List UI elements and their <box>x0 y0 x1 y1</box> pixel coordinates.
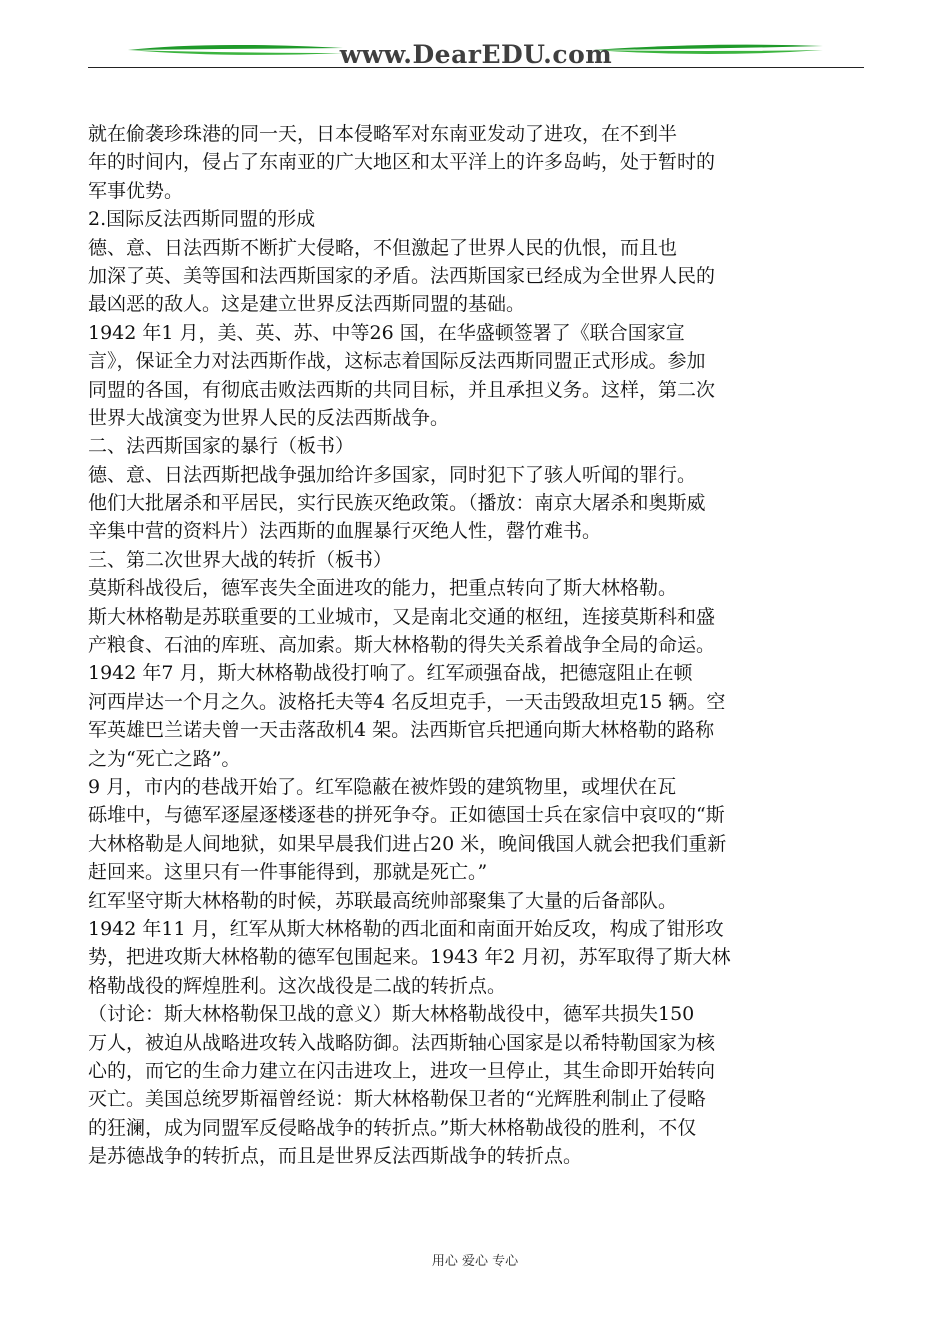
text-line: 9 月，市内的巷战开始了。红军隐蔽在被炸毁的建筑物里，或埋伏在瓦 <box>88 775 677 798</box>
document-body <box>88 120 848 1170</box>
text-line: 莫斯科战役后，德军丧失全面进攻的能力，把重点转向了斯大林格勒。 <box>88 577 678 600</box>
text-line: 就在偷袭珍珠港的同一天，日本侵略军对东南亚发动了进攻，在不到半 <box>88 123 678 145</box>
text-line: 加深了英、美等国和法西斯国家的矛盾。法西斯国家已经成为全世界人民的 <box>88 264 716 287</box>
text-line: 年的时间内，侵占了东南亚的广大地区和太平洋上的许多岛屿，处于暂时的 <box>88 151 716 174</box>
text-line: 他们大批屠杀和平居民，实行民族灭绝政策。（播放：南京大屠杀和奥斯威 <box>88 492 706 515</box>
site-logo-text: www.DearEDU.com <box>339 40 613 69</box>
text-line: 1942 年7 月，斯大林格勒战役打响了。红军顽强奋战，把德寇阻止在顿 <box>88 662 693 685</box>
text-line: 是苏德战争的转折点，而且是世界反法西斯战争的转折点。 <box>88 1145 583 1168</box>
text-line: 最凶恶的敌人。这是建立世界反法西斯同盟的基础。 <box>88 293 526 316</box>
text-line: 大林格勒是人间地狱，如果早晨我们进占20 米，晚间俄国人就会把我们重新 <box>88 832 727 855</box>
text-line: 产粮食、石油的库班、高加索。斯大林格勒的得失关系着战争全局的命运。 <box>88 634 716 657</box>
header-divider <box>88 67 864 68</box>
text-line: 2.国际反法西斯同盟的形成 <box>88 208 316 231</box>
text-line: 赶回来。这里只有一件事能得到，那就是死亡。” <box>88 861 488 884</box>
text-line: 同盟的各国，有彻底击败法西斯的共同目标，并且承担义务。这样，第二次 <box>88 378 716 401</box>
text-line: 斯大林格勒是苏联重要的工业城市，又是南北交通的枢纽，连接莫斯科和盛 <box>88 605 716 628</box>
page-footer: 用心 爱心 专心 <box>431 1254 519 1269</box>
text-line: 德、意、日法西斯把战争强加给许多国家，同时犯下了骇人听闻的罪行。 <box>88 463 697 486</box>
text-line: 德、意、日法西斯不断扩大侵略，不但激起了世界人民的仇恨，而且也 <box>88 236 678 259</box>
text-line: 三、第二次世界大战的转折（板书） <box>88 548 393 571</box>
text-line: 砾堆中，与德军逐屋逐楼逐巷的拼死争夺。正如德国士兵在家信中哀叹的“斯 <box>88 804 725 827</box>
text-line: 军事优势。 <box>88 179 184 202</box>
text-line: 心的，而它的生命力建立在闪击进攻上，进攻一旦停止，其生命即开始转向 <box>88 1059 716 1082</box>
text-line: 1942 年11 月，红军从斯大林格勒的西北面和南面开始反攻，构成了钳形攻 <box>88 917 724 940</box>
text-line: 势，把进攻斯大林格勒的德军包围起来。1943 年2 月初，苏军取得了斯大林 <box>88 946 731 969</box>
text-line: 二、法西斯国家的暴行（板书） <box>88 435 355 458</box>
text-line: 灭亡。美国总统罗斯福曾经说：斯大林格勒保卫者的“光辉胜利制止了侵略 <box>88 1088 706 1111</box>
text-line: 的狂澜，成为同盟军反侵略战争的转折点。”斯大林格勒战役的胜利，不仅 <box>88 1116 697 1139</box>
text-line: 言》，保证全力对法西斯作战，这标志着国际反法西斯同盟正式形成。参加 <box>88 350 706 373</box>
text-line: 辛集中营的资料片）法西斯的血腥暴行灭绝人性，罄竹难书。 <box>88 520 602 543</box>
text-line: 1942 年1 月，美、英、苏、中等26 国，在华盛顿签署了《联合国家宣 <box>88 321 685 344</box>
text-line: 红军坚守斯大林格勒的时候，苏联最高统帅部聚集了大量的后备部队。 <box>88 889 678 912</box>
text-line: 河西岸达一个月之久。波格托夫等4 名反坦克手，一天击毁敌坦克15 辆。空 <box>88 690 726 713</box>
text-line: 军英雄巴兰诺夫曾一天击落敌机4 架。法西斯官兵把通向斯大林格勒的路称 <box>88 719 715 742</box>
text-line: 万人，被迫从战略进攻转入战略防御。法西斯轴心国家是以希特勒国家为核 <box>88 1031 716 1054</box>
text-line: 世界大战演变为世界人民的反法西斯战争。 <box>88 406 450 429</box>
text-line: 格勒战役的辉煌胜利。这次战役是二战的转折点。 <box>88 974 507 997</box>
text-line: （讨论：斯大林格勒保卫战的意义）斯大林格勒战役中，德军共损失150 <box>88 1003 695 1026</box>
text-line: 之为“死亡之路”。 <box>88 747 241 770</box>
